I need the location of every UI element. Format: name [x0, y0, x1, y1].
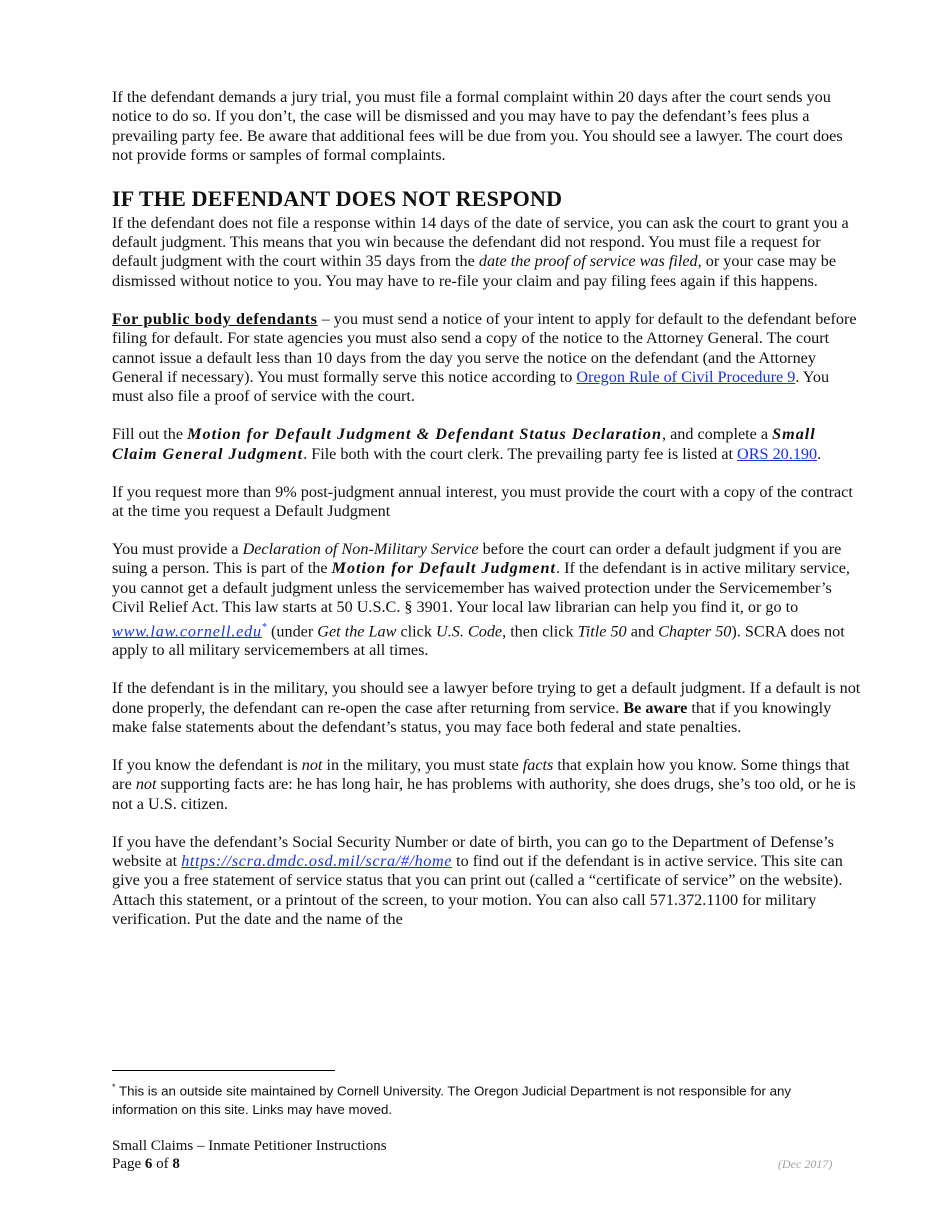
footnote-divider [112, 1070, 335, 1071]
section-heading: IF THE DEFENDANT DOES NOT RESPOND [112, 185, 563, 211]
public-body-label: For public body defendants [112, 309, 318, 328]
paragraph-facts: If you know the defendant is not in the military, you must state facts that explain how you know. Some things that are not supporting facts are: he has long hair, he has problems with authority, she does drugs, she’s too old, or he is not a U.S. citizen. [112, 755, 856, 813]
cornell-link[interactable]: www.law.cornell.edu [112, 621, 262, 640]
revision-date: (Dec 2017) [778, 1157, 833, 1171]
judgment-form-name: Small Claim General Judgment [112, 425, 816, 463]
page-body [112, 88, 862, 948]
page-footer [112, 1137, 387, 1173]
orcp-9-link[interactable]: Oregon Rule of Civil Procedure 9 [576, 367, 796, 386]
paragraph-military: You must provide a Declaration of Non-Military Service before the court can order a default judgment if you are suing a person. This is part of the Motion for Default Judgment. If the defendant is in active military service, you cannot get a default judgment unless the servicemember has waived protection under the Servicemember’s Civil Relief Act. This law starts at 50 U.S.C. § 3901. Your local law librarian can help you find it, or go to www.law.cornell.edu* (under Get the Law click U.S. Code, then click Title 50 and Chapter 50). SCRA does not apply to all military servicemembers at all times. [112, 539, 850, 660]
footnote-marker: * [261, 621, 267, 633]
footnote: * This is an outside site maintained by Cornell University. The Oregon Judicial Department is not responsible for any information on this site. Links may have moved. [112, 1082, 792, 1118]
motion-form-name: Motion for Default Judgment & Defendant Status Declaration [187, 425, 662, 444]
paragraph-jury-trial: If the defendant demands a jury trial, you must file a formal complaint within 20 days after the court sends you notice to do so. If you don’t, the case will be dismissed and you may have to pay the defendant’s fees plus a prevailing party fee. Be aware that additional fees will be due from you. You should see a lawyer. The court does not provide forms or samples of formal complaints. [112, 88, 843, 165]
paragraph-ssn: If you have the defendant’s Social Security Number or date of birth, you can go to the Department of Defense’s website at https://scra.dmdc.osd.mil/scra/#/home to find out if the defendant is in active service. This site can give you a free statement of service status that you can print out (called a “certificate of service” on the website). Attach this statement, or a printout of the screen, to your motion. You can also call 571.372.1100 for military verification. Put the date and the name of the [112, 832, 843, 929]
ors-link[interactable]: ORS 20.190 [737, 444, 818, 463]
paragraph-interest: If you request more than 9% post-judgment annual interest, you must provide the court with a copy of the contract at the time you request a Default Judgment [112, 482, 853, 520]
paragraph-in-military: If the defendant is in the military, you should see a lawyer before trying to get a default judgment. If a default is not done properly, the defendant can re-open the case after returning from service. Be aware that if you knowingly make false statements about the defendant’s status, you may face both federal and state penalties. [112, 679, 861, 737]
paragraph-public-body: For public body defendants – you must send a notice of your intent to apply for default to the defendant before filing for default. For state agencies you must also send a copy of the notice to the Attorney General. The court cannot issue a default less than 10 days from the day you serve the notice on the defendant (and the Attorney General if necessary). You must formally serve this notice according to Oregon Rule of Civil Procedure 9. You must also file a proof of service with the court. [112, 309, 857, 406]
page-number: Page 6 of 8 [112, 1156, 180, 1172]
scra-link[interactable]: https://scra.dmdc.osd.mil/scra/#/home [181, 852, 453, 871]
footer-title: Small Claims – Inmate Petitioner Instructions [112, 1138, 387, 1154]
paragraph-fill-out: Fill out the Motion for Default Judgment & Defendant Status Declaration, and complete a Small Claim General Judgment. File both with the court clerk. The prevailing party fee is listed at ORS 20.190. [112, 425, 822, 463]
paragraph-no-response: If the defendant does not file a response within 14 days of the date of service, you can ask the court to grant you a default judgment. This means that you win because the defendant did not respond. You must file a request for default judgment with the court within 35 days from the date the proof of service was filed, or your case may be dismissed without notice to you. You may have to re-file your claim and pay filing fees again if this happens. [112, 213, 849, 290]
